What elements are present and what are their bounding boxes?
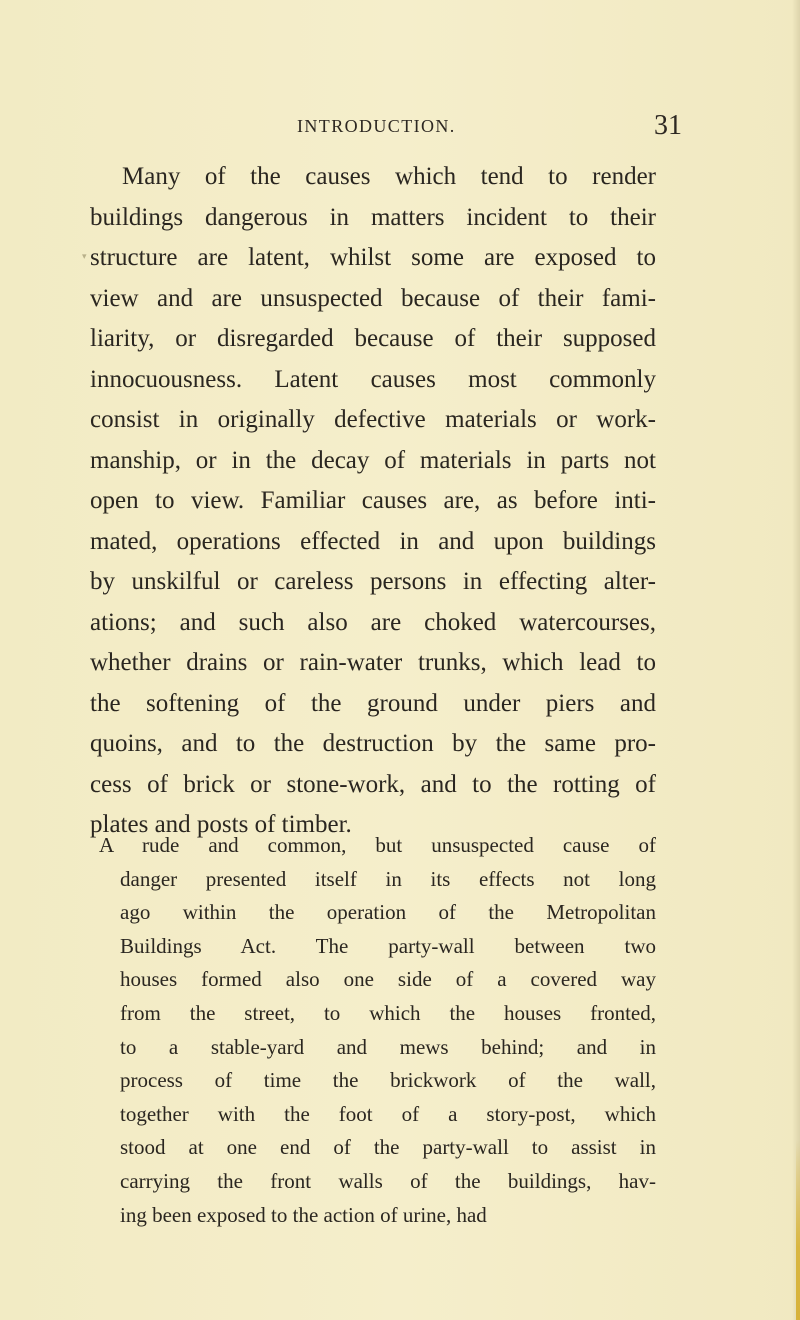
example-paragraph [99, 829, 656, 1232]
text-line: houses formed also one side of a covered way [120, 967, 656, 992]
text-line: the softening of the ground under piers and [90, 689, 656, 717]
text-line: mated, operations effected in and upon buildings [90, 527, 656, 555]
running-head: INTRODUCTION. [297, 116, 456, 136]
text-line: Many of the causes which tend to render [122, 163, 656, 190]
page-edge-shadow [792, 0, 800, 1320]
text-line: by unskilful or careless persons in effecting alter- [90, 568, 656, 595]
text-line: liarity, or disregarded because of their supposed [90, 325, 656, 352]
text-line: manship, or in the decay of materials in parts not [90, 446, 656, 474]
text-line: quoins, and to the destruction by the same pro- [90, 730, 656, 757]
text-line: whether drains or rain-water trunks, which lead to [90, 649, 656, 676]
text-line: view and are unsuspected because of their fami- [90, 284, 656, 312]
text-line: innocuousness. Latent causes most commonly [90, 365, 656, 393]
main-paragraph [90, 157, 656, 846]
text-line: process of time the brickwork of the wall, [120, 1068, 656, 1093]
text-line: danger presented itself in its effects not long [120, 866, 656, 891]
text-line: ations; and such also are choked watercourses, [90, 608, 656, 636]
text-line: open to view. Familiar causes are, as before inti- [90, 487, 656, 514]
text-line: stood at one end of the party-wall to assist in [120, 1135, 656, 1160]
text-line: to a stable-yard and mews behind; and in [120, 1034, 656, 1059]
text-line: buildings dangerous in matters incident to their [90, 203, 656, 231]
text-line: A rude and common, but unsuspected cause of [99, 833, 656, 857]
text-line: together with the foot of a story-post, which [120, 1101, 656, 1126]
text-line: cess of brick or stone-work, and to the rotting of [90, 770, 656, 798]
text-line: from the street, to which the houses fronted, [120, 1000, 656, 1025]
margin-speck: ▾ [82, 252, 87, 262]
text-line: ing been exposed to the action of urine, had [120, 1202, 487, 1227]
page-edge-mark [796, 1140, 800, 1320]
text-line: plates and posts of timber. [90, 811, 352, 838]
text-line: Buildings Act. The party-wall between two [120, 933, 656, 958]
page-number: 31 [654, 110, 682, 141]
text-line: ago within the operation of the Metropolitan [120, 900, 656, 925]
text-line: structure are latent, whilst some are exposed to [90, 244, 656, 271]
text-line: consist in originally defective materials or work- [90, 406, 656, 433]
page-header [0, 112, 800, 142]
text-line: carrying the front walls of the buildings, hav- [120, 1168, 656, 1193]
